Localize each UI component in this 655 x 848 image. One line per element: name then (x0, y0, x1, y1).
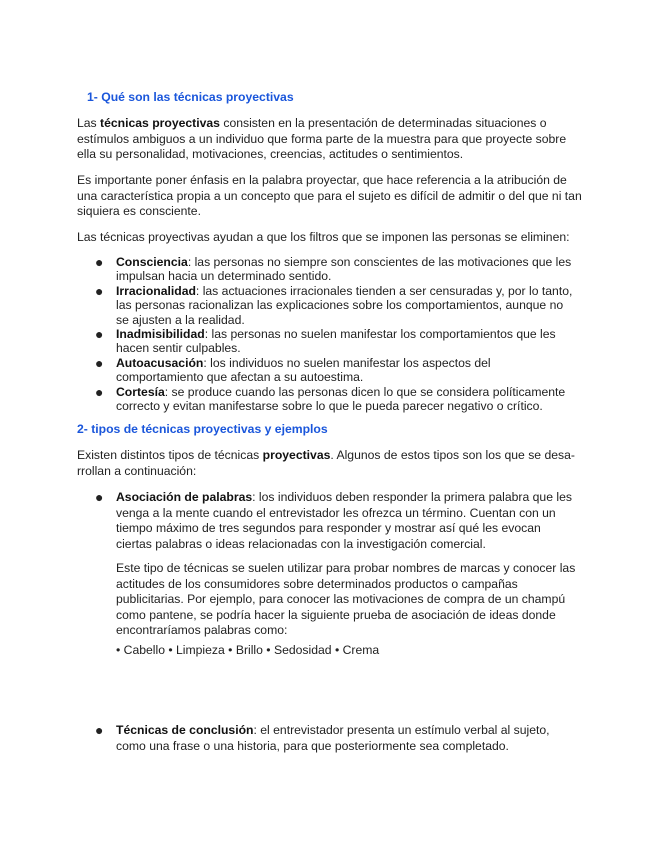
text-run: Las (77, 116, 101, 130)
filters-list (77, 255, 577, 413)
list-item-text: : las personas no siempre son conscientes de las motivaciones que les impulsan hacia un determinado sentido. (116, 255, 572, 284)
list-item-text: : los individuos deben responder la primera palabra que les venga a la mente cuando el entrevistador les ofrezca un término. Cuentan con un tiempo máximo de tres segundos para responder y mostrar así qué les evocan ciertas palabras o ideas relacionadas con la investigación comercial. (116, 490, 572, 551)
text-run: Existen distintos tipos de técnicas (77, 448, 263, 462)
list-item-text: : los individuos no suelen manifestar los aspectos del comportamiento que afectan a su autoestima. (116, 355, 491, 385)
list-item-text: : se produce cuando las personas dicen lo que se considera políticamente correcto y evitan manifestarse sobre lo que le pueda parecer negativo o crítico. (116, 384, 566, 414)
bold-term: Técnicas de conclusión (116, 723, 254, 737)
list-item (77, 327, 577, 356)
bold-term: Cortesía (116, 384, 165, 399)
paragraph-types-intro (77, 448, 587, 479)
bullet-icon: ● (95, 354, 104, 371)
list-item (77, 385, 577, 414)
bold-term: Irracionalidad (116, 283, 196, 298)
bullet-icon: ● (95, 383, 104, 400)
text-run: consisten en la presentación de determinadas situaciones o estímulos ambiguos a un individuo que forma parte de la muestra para que proyecte sobre ella su personalidad, motivaciones, creencias, actitudes o sentimientos. (77, 116, 567, 162)
bullet-icon: ● (95, 254, 104, 270)
types-list (77, 490, 577, 552)
bold-term: Autoacusación (116, 355, 204, 370)
paragraph-filters-intro: Las técnicas proyectivas ayudan a que los filtros que se imponen las personas se eliminen: (77, 230, 570, 244)
bullet-icon: ● (95, 282, 104, 299)
section-1-heading: 1- Qué son las técnicas proyectivas (87, 90, 294, 104)
bullet-icon: ● (95, 489, 104, 505)
list-item-text: : las actuaciones irracionales tienden a ser censuradas y, por lo tanto, las personas racionalizan las explicaciones sobre los comportamientos, aunque no se ajusten a la realidad. (116, 283, 573, 327)
bullet-icon: ● (95, 326, 104, 343)
list-item (77, 284, 577, 327)
bold-term: técnicas proyectivas (100, 116, 220, 130)
list-item-text: : el entrevistador presenta un estímulo verbal al sujeto, como una frase o una historia, para que posteriormente sea completado. (116, 723, 550, 753)
paragraph-association-detail: Este tipo de técnicas se suelen utilizar para probar nombres de marcas y conocer las actitudes de los consumidores sobre determinados productos o campañas publicitarias. Por ejemplo, para conocer las motivaciones de compra de un champú como pantene, se podría hacer la siguiente prueba de asociación de ideas donde encontraríamos palabras como: (116, 561, 576, 638)
text-run: . Algunos de estos tipos son los que se desa-rrollan a continuación: (77, 448, 575, 478)
word-examples: • Cabello • Limpieza • Brillo • Sedosidad • Crema (116, 643, 380, 657)
list-item (77, 255, 577, 284)
bullet-icon: ● (95, 722, 104, 738)
types-list-continued (77, 723, 577, 754)
paragraph-definition (77, 116, 587, 163)
bold-term: proyectivas (262, 448, 331, 462)
bold-term: Inadmisibilidad (116, 327, 205, 342)
bold-term: Asociación de palabras (116, 490, 253, 504)
section-2-heading: 2- tipos de técnicas proyectivas y ejemplos (77, 422, 328, 436)
paragraph-emphasis: Es importante poner énfasis en la palabra proyectar, que hace referencia a la atribución de una característica propia a un concepto que para el sujeto es difícil de admitir o del que ni tan siquiera es consciente. (77, 173, 582, 219)
list-item (77, 723, 577, 754)
list-item-text: : las personas no suelen manifestar los comportamientos que les hacen sentir culpables. (116, 327, 556, 356)
list-item (77, 490, 577, 552)
bold-term: Consciencia (116, 255, 188, 269)
list-item (77, 356, 577, 385)
